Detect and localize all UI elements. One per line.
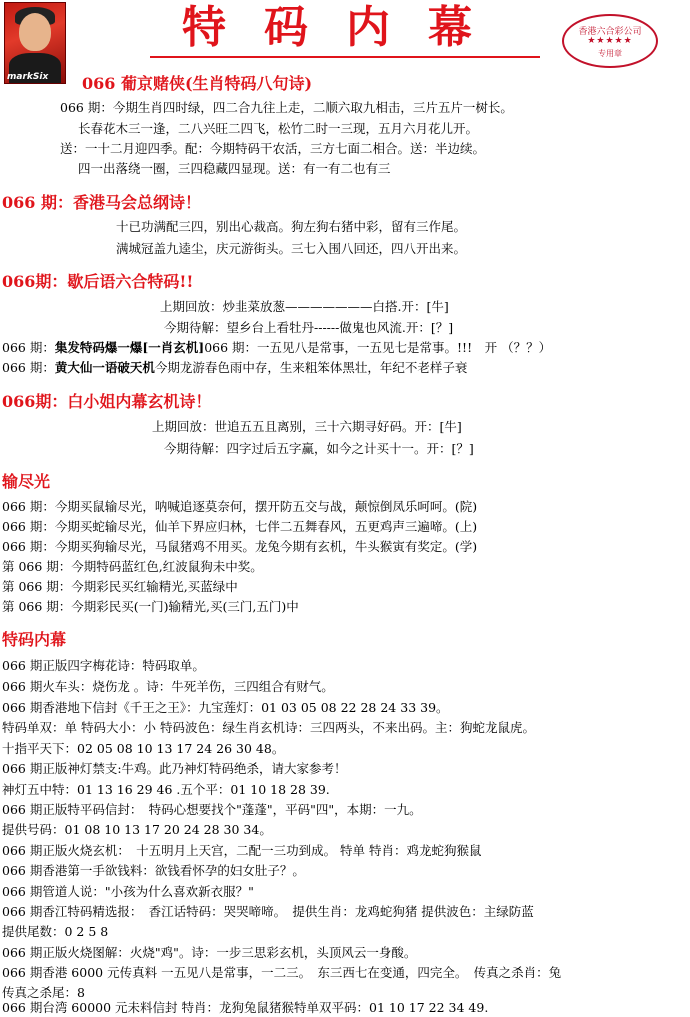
text-line: 066 期正版火烧玄机： 十五明月上天宫，二配一三功到成。 特单 特肖：鸡龙蛇狗猴鼠 [2, 843, 482, 858]
text-line: 提供号码：01 08 10 13 17 20 24 28 30 34。 [2, 822, 272, 837]
text-line: 066 期：今期买鼠输尽光，呐喊追逐莫奈何，摆开防五交与战，颠惊倒凤乐呵呵。(院) [2, 499, 478, 514]
text-line: 提供尾数：0 2 5 8 [2, 924, 109, 939]
seal-top-text: 香港六合彩公司 [578, 27, 642, 37]
section-heading: 066 期：香港马会总纲诗！ [2, 193, 201, 212]
section-heading: 输尽光 [2, 472, 51, 491]
text-line: 特码单双：单 特码大小：小 特码波色：绿生肖玄机诗：三四两头，不来出码。主：狗蛇龙鼠虎。 [2, 720, 535, 735]
text-line: 满城冠盖九逵尘，庆元游街头。三七入围八回还，四八开出来。 [116, 241, 467, 256]
text-line: 066 期正版神灯禁支:牛鸡。此乃神灯特码绝杀，请大家参考！ [2, 761, 347, 776]
line-bold: 黄大仙一语破天机 [54, 360, 155, 375]
text-line [2, 339, 551, 357]
text-line: 今期待解：四字过后五字赢，如今之计买十一。开：[？] [164, 441, 474, 456]
text-line: 第 066 期：今期特码蓝红色,红波鼠狗未中奖。 [2, 559, 263, 574]
line-rest: 066 期：一五见八是常事，一五见七是常事。!!! 开 （？？） [204, 340, 552, 355]
text-line: 今期待解：望乡台上看牡丹------做鬼也风流.开：[？] [164, 320, 454, 335]
text-line: 066 期香港地下信封《千王之王》：九宝莲灯：01 03 05 08 22 28 24 33 39。 [2, 700, 449, 715]
text-line: 066 期火车头：烧伤龙 。诗：牛死羊伤，三四组合有财气。 [2, 679, 334, 694]
text-line: 十指平天下：02 05 08 10 13 17 24 26 30 48。 [2, 741, 285, 756]
seal-bottom-text: 专用章 [598, 49, 622, 58]
section-heading: 066 葡京赌侠(生肖特码八句诗) [82, 74, 313, 93]
text-line: 066 期管道人说："小孩为什么喜欢新衣服？" [2, 884, 254, 899]
text-line: 第 066 期：今期彩民买(一门)输精光,买(三门,五门)中 [2, 599, 299, 614]
text-line: 上期回放：世追五五且离别，三十六期寻好码。开：[牛] [152, 419, 462, 434]
text-line: 上期回放：炒韭菜放葱———————白搭.开：[牛] [160, 299, 449, 314]
title-underline [150, 56, 540, 58]
text-line: 066 期：今期生肖四时绿，四二合九往上走，二顺六取九相击，三片五片一树长。 [60, 100, 513, 115]
line-prefix: 066 期： [2, 340, 55, 355]
line-prefix: 066 期： [2, 360, 55, 375]
section-heading: 066期：白小姐内幕玄机诗！ [2, 392, 212, 411]
text-line: 长春花木三一逢，二八兴旺二四飞，松竹二时一三现，五月六月花儿开。 [78, 121, 479, 136]
text-line: 神灯五中特：01 13 16 29 46 .五个平：01 10 18 28 39. [2, 782, 330, 797]
marksix-logo: markSix [7, 72, 49, 82]
seal-stars: ★★★★★ [587, 36, 633, 46]
text-line: 十已功满配三四，别出心裁高。狗左狗右猪中彩，留有三作尾。 [116, 219, 467, 234]
line-bold: 集发特码爆一爆[一肖玄机] [54, 340, 205, 355]
text-line: 传真之杀尾：8 [2, 985, 85, 1000]
text-line: 066 期正版特平码信封： 特码心想要找个"蓬蓬"，平码"四"，本期：一九。 [2, 802, 422, 817]
text-line: 送：一十二月迎四季。配：今期特码干农活，三方七面二相合。送：半边续。 [60, 141, 486, 156]
page-title: 特码内幕 [182, 2, 510, 53]
text-line [2, 359, 467, 377]
text-line: 066 期正版火烧图解：火烧"鸡"。诗：一步三思彩玄机，头顶风云一身酸。 [2, 945, 417, 960]
text-line: 066 期：今期买蛇输尽光，仙羊下界应归林，七伴二五舞春风，五更鸡声三遍啼。(上) [2, 519, 478, 534]
section-heading: 066期：歇后语六合特码!! [2, 272, 194, 291]
section-heading: 特码内幕 [2, 630, 67, 649]
text-line: 四一出落绕一圈，三四稳藏四显现。送：有一有二也有三 [78, 161, 391, 176]
text-line: 第 066 期：今期彩民买红输精光,买蓝绿中 [2, 579, 238, 594]
portrait-image [4, 2, 66, 84]
company-seal [562, 14, 658, 68]
portrait-face [19, 13, 51, 51]
text-line: 066 期香港第一手欲钱料：欲钱看怀孕的妇女肚子？。 [2, 863, 305, 878]
text-line: 066 期台湾 60000 元未料信封 特肖：龙狗兔鼠猪猴特单双平码：01 10 17 22 34 49. [2, 1000, 489, 1015]
text-line: 066 期正版四字梅花诗：特码取单。 [2, 658, 205, 673]
page-header [0, 0, 690, 82]
text-line: 066 期香港 6000 元传真料 一五见八是常事，一二三。 东三西七在变通，四完全。 传真之杀肖：兔 [2, 965, 562, 980]
text-line: 066 期：今期买狗输尽光，马鼠猪鸡不用买。龙兔今期有玄机，牛头猴寅有奖定。(学) [2, 539, 478, 554]
text-line: 066 期香江特码精选报： 香江话特码：哭哭啼啼。 提供生肖：龙鸡蛇狗猪 提供波色：主绿防蓝 [2, 904, 534, 919]
line-rest: 今期龙游春色雨中存，生来粗笨体黑壮，年纪不老样子衰 [154, 360, 468, 375]
